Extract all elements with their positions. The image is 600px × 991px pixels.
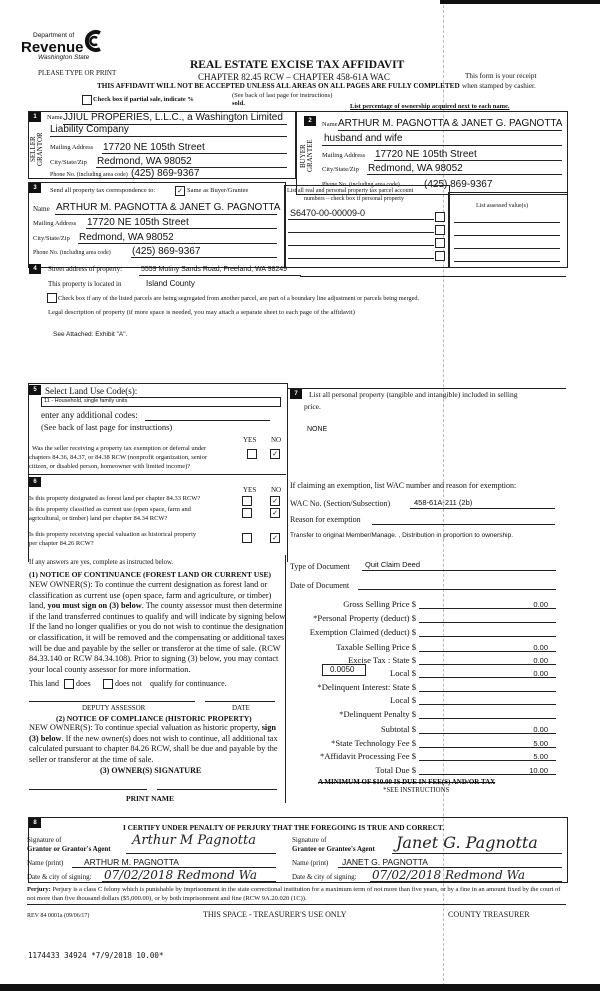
county-treasurer: COUNTY TREASURER	[448, 910, 530, 919]
buyer-city[interactable]: Redmond, WA 98052	[368, 163, 463, 174]
forest-yes-checkbox[interactable]	[242, 496, 252, 506]
form-number: REV 84 0001a (09/06/17)	[27, 913, 90, 919]
section-3-number: 3	[29, 183, 41, 193]
rule	[131, 257, 277, 258]
corr-mail[interactable]: 17720 NE 105th Street	[87, 217, 189, 228]
rule	[102, 881, 276, 882]
yes-header: YES	[243, 436, 257, 444]
ownership-note: List percentage of ownership acquired next to each name.	[350, 103, 510, 110]
segregated-checkbox[interactable]	[47, 293, 57, 303]
financial-label: Subtotal $	[380, 724, 416, 734]
personal-property-checkbox[interactable]	[435, 251, 445, 261]
perjury-text: Perjury is a class C felony which is punishable by imprisonment in the state correctional institution for a maximum term of not more than five years, or by a fine in an amount fixed by the court of not more than five thousand dollars ($5,000.00), or by both imprisonment and fine (RCW 9A.20.020 (1C)).	[27, 886, 561, 902]
rule	[419, 691, 556, 692]
buyer-grantee-label	[300, 135, 314, 177]
wac-label: WAC No. (Section/Subsection)	[290, 499, 391, 508]
grantee-label: GRANTEE	[306, 139, 314, 173]
buyer-phone-label: Phone No. (including area code)	[322, 182, 400, 188]
buyer-label: BUYER	[299, 144, 307, 168]
rule	[288, 245, 434, 246]
parcel-header-2: numbers – check box if personal property	[304, 196, 404, 202]
sold-label: sold.	[232, 100, 245, 107]
partial-sale-label: Check box if partial sale, indicate %	[93, 96, 194, 103]
rule	[78, 243, 277, 244]
treasurer-space: THIS SPACE - TREASURER'S USE ONLY	[203, 910, 347, 919]
grantor-name-label: Name (print)	[27, 859, 64, 867]
financial-label: *Delinquent Penalty $	[339, 709, 416, 719]
parcel-header-1: List all real and personal property tax parcel account	[287, 188, 414, 194]
treasurer-stamp: 1174433 34924 *7/9/2018 10.00*	[28, 951, 164, 960]
forest-no-checkbox[interactable]: ✓	[270, 496, 280, 506]
legal-description[interactable]: See Attached: Exhibit "A".	[53, 331, 128, 338]
no-header: NO	[271, 486, 282, 494]
receipt-note-1: This form is your receipt	[465, 72, 537, 80]
seller-grantor-label	[30, 128, 44, 170]
perjury-notice	[27, 885, 567, 903]
notice-1-text-bold: you must sign on (3) below	[47, 601, 142, 611]
historic-yes-checkbox[interactable]	[242, 533, 252, 543]
personal-property-value[interactable]: NONE	[307, 426, 328, 433]
form-chapter: CHAPTER 82.45 RCW – CHAPTER 458-61A WAC	[198, 72, 390, 82]
exemption-reason[interactable]: Transfer to original Member/Manage. , Distribution in proportion to ownership.	[290, 532, 514, 539]
corr-name[interactable]: ARTHUR M. PAGNOTTA & JANET G. PAGNOTTA	[56, 202, 281, 213]
current-use-yes-checkbox[interactable]	[242, 508, 252, 518]
seller-city-label: City/State/Zip	[50, 159, 87, 166]
see-back-note: (See back of last page for instructions)	[232, 92, 333, 99]
exemption-label: If claiming an exemption, list WAC number and reason for exemption:	[290, 481, 517, 490]
financial-value[interactable]: 0.00	[533, 600, 548, 609]
rule	[370, 881, 562, 882]
logo-swirl-icon	[82, 28, 104, 54]
doc-date-label: Date of Document	[290, 581, 350, 590]
land-does-checkbox[interactable]	[64, 679, 74, 689]
reason-label: Reason for exemption	[290, 515, 361, 524]
rule	[288, 219, 434, 220]
additional-codes-label[interactable]: enter any additional codes:	[41, 410, 138, 420]
seller-label: SELLER	[29, 136, 37, 162]
rule	[300, 276, 566, 277]
personal-property-label: List all personal property (tangible and intangible) included in selling	[309, 390, 518, 399]
buyer-mail[interactable]: 17720 NE 105th Street	[375, 149, 477, 160]
grantee-date-label: Date & city of signing:	[292, 873, 357, 881]
owner-signature-title: (3) OWNER(S) SIGNATURE	[100, 766, 202, 775]
notice-2-text-b: . If the new owner(s) does not wish to continue, all additional tax calculated pursuant to chapter 84.26 RCW, shall be due and payable by the seller or transferor at the time of sale.	[29, 733, 278, 764]
rule	[102, 153, 287, 154]
county[interactable]: Island County	[146, 279, 195, 288]
current-use-question: agricultural, or timber) land per chapter 84.34 RCW?	[29, 515, 168, 522]
doc-type-label: Type of Document	[290, 562, 350, 571]
financial-value[interactable]: 0.00	[533, 669, 548, 678]
grantor-date-label: Date & city of signing:	[27, 873, 92, 881]
street-address[interactable]: 5559 Mutiny Sands Road, Freeland, WA 98249	[141, 266, 288, 273]
form-title: REAL ESTATE EXCISE TAX AFFIDAVIT	[190, 59, 405, 71]
local-rate-box[interactable]	[322, 664, 366, 676]
financial-label: *Affidavit Processing Fee $	[319, 751, 416, 761]
doc-type[interactable]: Quit Claim Deed	[365, 560, 421, 569]
rule	[419, 704, 556, 705]
no-header: NO	[271, 436, 282, 444]
corr-mail-label: Mailing Address	[33, 220, 77, 227]
land-use-label: Select Land Use Code(s):	[45, 386, 138, 396]
financial-label: Local $	[389, 668, 416, 678]
section-4-number: 4	[29, 264, 41, 274]
financial-label: *Personal Property (deduct) $	[313, 613, 416, 623]
please-type: PLEASE TYPE OR PRINT	[38, 69, 117, 77]
logo-line3: Washington State	[38, 54, 90, 61]
seller-mail[interactable]: 17720 NE 105th Street	[103, 142, 205, 153]
grantor-date-city[interactable]: 07/02/2018 Redmond Wa	[104, 868, 258, 882]
rule	[288, 258, 434, 259]
notice-2-text-bold: sign (3) below	[29, 723, 276, 743]
this-land-label: This land	[29, 679, 59, 688]
rule	[392, 853, 562, 854]
personal-property-checkbox[interactable]	[435, 238, 445, 248]
exemption-question-line: Was the seller receiving a property tax exemption or deferral under	[32, 445, 207, 452]
rule	[50, 136, 287, 137]
personal-property-label-2: price.	[304, 402, 321, 411]
does-not-label: does not	[115, 679, 142, 688]
historic-no-checkbox[interactable]: ✓	[270, 533, 280, 543]
seller-name-label: Name	[47, 114, 63, 121]
owner-signature-line	[29, 789, 147, 790]
wac-number[interactable]: 458-61A-211 (2b)	[414, 498, 473, 507]
corr-name-label: Name	[33, 205, 50, 213]
grantor-signature[interactable]: Arthur M Pagnotta	[132, 833, 256, 848]
corr-city-label: City/State/Zip	[33, 235, 70, 242]
corr-city[interactable]: Redmond, WA 98052	[79, 232, 174, 243]
current-use-no-checkbox[interactable]: ✓	[270, 508, 280, 518]
financial-label: *State Technology Fee $	[331, 738, 416, 748]
section-7-number: 7	[290, 389, 302, 399]
assessed-header: List assessed value(s)	[476, 203, 528, 209]
rule	[145, 420, 270, 421]
financial-value[interactable]: 10.00	[529, 766, 548, 775]
scan-edge	[440, 0, 600, 4]
rule	[374, 160, 562, 161]
buyer-name[interactable]: ARTHUR M. PAGNOTTA & JANET G. PAGNOTTA	[338, 118, 563, 129]
buyer-mail-label: Mailing Address	[322, 152, 366, 159]
legal-label: Legal description of property (if more space is needed, you may attach a separate sheet to each page of the affidavit)	[48, 309, 355, 316]
grantee-date-city[interactable]: 07/02/2018 Redmond Wa	[372, 868, 526, 882]
financial-label: *Delinquent Interest: State $	[317, 682, 416, 692]
personal-property-checkbox[interactable]	[435, 212, 445, 222]
financial-value[interactable]: 0.00	[533, 725, 548, 734]
buyer-name-2[interactable]: husband and wife	[324, 133, 403, 144]
land-does-not-checkbox[interactable]	[103, 679, 113, 689]
seller-city[interactable]: Redmond, WA 98052	[97, 156, 192, 167]
if-yes-note: If any answers are yes, complete as instructed below.	[29, 559, 174, 566]
grantee-sig-label: Signature of	[292, 836, 327, 844]
buyer-name-label: Name	[322, 121, 338, 128]
perjury-label: Perjury:	[27, 886, 51, 893]
financial-value[interactable]: 0.00	[533, 656, 548, 665]
rule	[338, 130, 562, 131]
forest-land-question: Is this property designated as forest land per chapter 84.33 RCW?	[29, 495, 201, 502]
rule	[139, 275, 301, 276]
seller-name[interactable]: JJIUL PROPERIES, L.L.C., a Washington Limited	[63, 112, 283, 123]
rule	[27, 904, 566, 905]
parcel-number[interactable]: S6470-00-00009-0	[290, 208, 366, 218]
local-rate: 0.0050	[330, 665, 355, 674]
date-label: DATE	[232, 704, 250, 712]
exemption-no-checkbox[interactable]: ✓	[270, 449, 280, 459]
does-label: does	[76, 679, 91, 688]
same-as-buyer-label: Same as Buyer/Grantee	[187, 187, 249, 194]
buyer-phone[interactable]: (425) 869-9367	[424, 179, 493, 190]
financial-label: Excise Tax : State $	[348, 655, 416, 665]
grantee-sig-label-2: Grantee or Grantee's Agent	[292, 845, 375, 853]
yes-header: YES	[243, 486, 257, 494]
rule	[86, 228, 277, 229]
same-as-buyer-checkbox[interactable]: ✓	[175, 186, 185, 196]
form-warning: THIS AFFIDAVIT WILL NOT BE ACCEPTED UNLESS ALL AREAS ON ALL PAGES ARE FULLY COMPLETED	[97, 82, 460, 90]
scan-edge-bottom	[0, 984, 600, 991]
rule	[288, 232, 434, 233]
financial-value[interactable]: 0.00	[533, 643, 548, 652]
send-correspondence-label: Send all property tax correspondence to:	[50, 187, 156, 194]
print-name-label: PRINT NAME	[126, 794, 174, 803]
rule	[372, 524, 555, 525]
seller-phone-label: Phone No. (including area code)	[50, 172, 128, 178]
section-1-number: 1	[29, 112, 41, 122]
segregated-label: Check box if any of the listed parcels are being segregated from another parcel, are part of a boundary line adjustment or parcels being merged.	[58, 295, 420, 302]
historic-question: per chapter 84.26 RCW?	[29, 540, 94, 547]
grantee-name-label: Name (print)	[292, 859, 329, 867]
certify-statement: I CERTIFY UNDER PENALTY OF PERJURY THAT THE FOREGOING IS TRUE AND CORRECT.	[123, 823, 445, 832]
section-8-number: 8	[29, 818, 41, 828]
partial-sale-checkbox[interactable]	[82, 95, 92, 105]
grantor-sig-label-2: Grantor or Grantor's Agent	[27, 845, 111, 853]
corr-phone-label: Phone No. (including area code)	[33, 250, 111, 256]
section-6-number: 6	[29, 477, 41, 487]
exemption-yes-checkbox[interactable]	[247, 449, 257, 459]
rule	[358, 589, 556, 590]
rule	[28, 474, 286, 475]
financial-label: Gross Selling Price $	[343, 599, 416, 609]
land-use-see-back: (See back of last page for instructions)	[41, 422, 173, 432]
exemption-question-line: chapters 84.36, 84.37, or 84.38 RCW (nonprofit organization, senior	[29, 454, 208, 461]
rule	[362, 570, 556, 571]
buyer-city-label: City/State/Zip	[322, 166, 359, 173]
grantor-sig-label: Signature of	[27, 836, 62, 844]
rule	[419, 718, 556, 719]
notice-1-title: (1) NOTICE OF CONTINUANCE (FOREST LAND OR CURRENT USE)	[29, 570, 272, 579]
section-2-number: 2	[304, 116, 316, 126]
rule	[419, 622, 556, 623]
county-label: This property is located in	[48, 280, 122, 288]
financial-label: Exemption Claimed (deduct) $	[309, 627, 416, 637]
seller-mail-label: Mailing Address	[50, 144, 94, 151]
rule	[419, 636, 556, 637]
rule	[55, 214, 277, 215]
deputy-assessor-label: DEPUTY ASSESSOR	[82, 704, 146, 712]
land-use-code-field[interactable]	[41, 397, 281, 407]
owner-signature-line	[157, 789, 277, 790]
notice-2-text-a: NEW OWNER(S): To continue special valuation as historic property,	[29, 723, 262, 732]
assessed-value-line	[454, 235, 560, 236]
rule	[410, 508, 555, 509]
assessed-value-line	[454, 248, 560, 249]
grantee-name[interactable]: JANET G. PAGNOTTA	[342, 857, 428, 867]
notice-2-title: (2) NOTICE OF COMPLIANCE (HISTORIC PROPERTY)	[56, 714, 252, 723]
logo-line1: Department of	[33, 32, 75, 39]
current-use-question: Is this property classified as current use (open space, farm and	[29, 506, 191, 513]
personal-property-checkbox[interactable]	[435, 225, 445, 235]
exemption-question-line: citizen, or disabled person, homeowner with limited income)?	[29, 463, 191, 470]
rule	[367, 174, 562, 175]
receipt-note-2: when stamped by cashier.	[462, 82, 536, 90]
historic-question: Is this property receiving special valuation as historical property	[29, 531, 197, 538]
logo-line2: Revenue	[21, 39, 84, 56]
financial-label: Total Due $	[375, 765, 416, 775]
section-5-number: 5	[29, 385, 41, 395]
qualify-label: qualify for continuance.	[150, 679, 227, 688]
financial-value[interactable]: 5.00	[533, 752, 548, 761]
assessed-value-line	[454, 222, 560, 223]
see-instructions: *SEE INSTRUCTIONS	[383, 787, 450, 794]
minimum-due-note: A MINIMUM OF $10.00 IS DUE IN FEE(S) AND/OR TAX	[318, 778, 496, 786]
street-label: Street address of property:	[48, 265, 123, 273]
seller-name-2[interactable]: Liability Company	[50, 124, 129, 135]
financial-label: Local $	[389, 695, 416, 705]
rule	[322, 145, 562, 146]
corr-phone[interactable]: (425) 869-9367	[132, 246, 201, 257]
grantor-label: GRANTOR	[36, 132, 44, 166]
land-use-code: 11 - Household, single family units	[44, 398, 128, 404]
seller-phone[interactable]: (425) 869-9367	[131, 168, 200, 179]
financial-value[interactable]: 5.00	[533, 739, 548, 748]
deputy-signature-line	[29, 701, 195, 702]
grantor-name[interactable]: ARTHUR M. PAGNOTTA	[84, 857, 179, 867]
notice-1-text-a: NEW OWNER(S): To continue the current designation as forest land or classification as current use (open space, farm and agriculture, or timber) land,	[29, 580, 272, 611]
rule	[288, 388, 566, 389]
rule	[126, 853, 276, 854]
financial-label: Taxable Selling Price $	[336, 642, 416, 652]
assessed-value-line	[454, 261, 560, 262]
notice-1-text-b: . The county assessor must then determine if the land transferred continues to qualify and will indicate by signing below. If the land no longer qualifies or you do not wish to continue the designation or classification, it will be removed and the compensating or additional taxes will be due and payable by the seller or transferor at the time of sale. (RCW 84.33.140 or RCW 84.34.108). Prior to signing (3) below, you may contact your local county assessor for more information.	[29, 601, 287, 674]
grantee-signature[interactable]: Janet G. Pagnotta	[396, 833, 538, 852]
